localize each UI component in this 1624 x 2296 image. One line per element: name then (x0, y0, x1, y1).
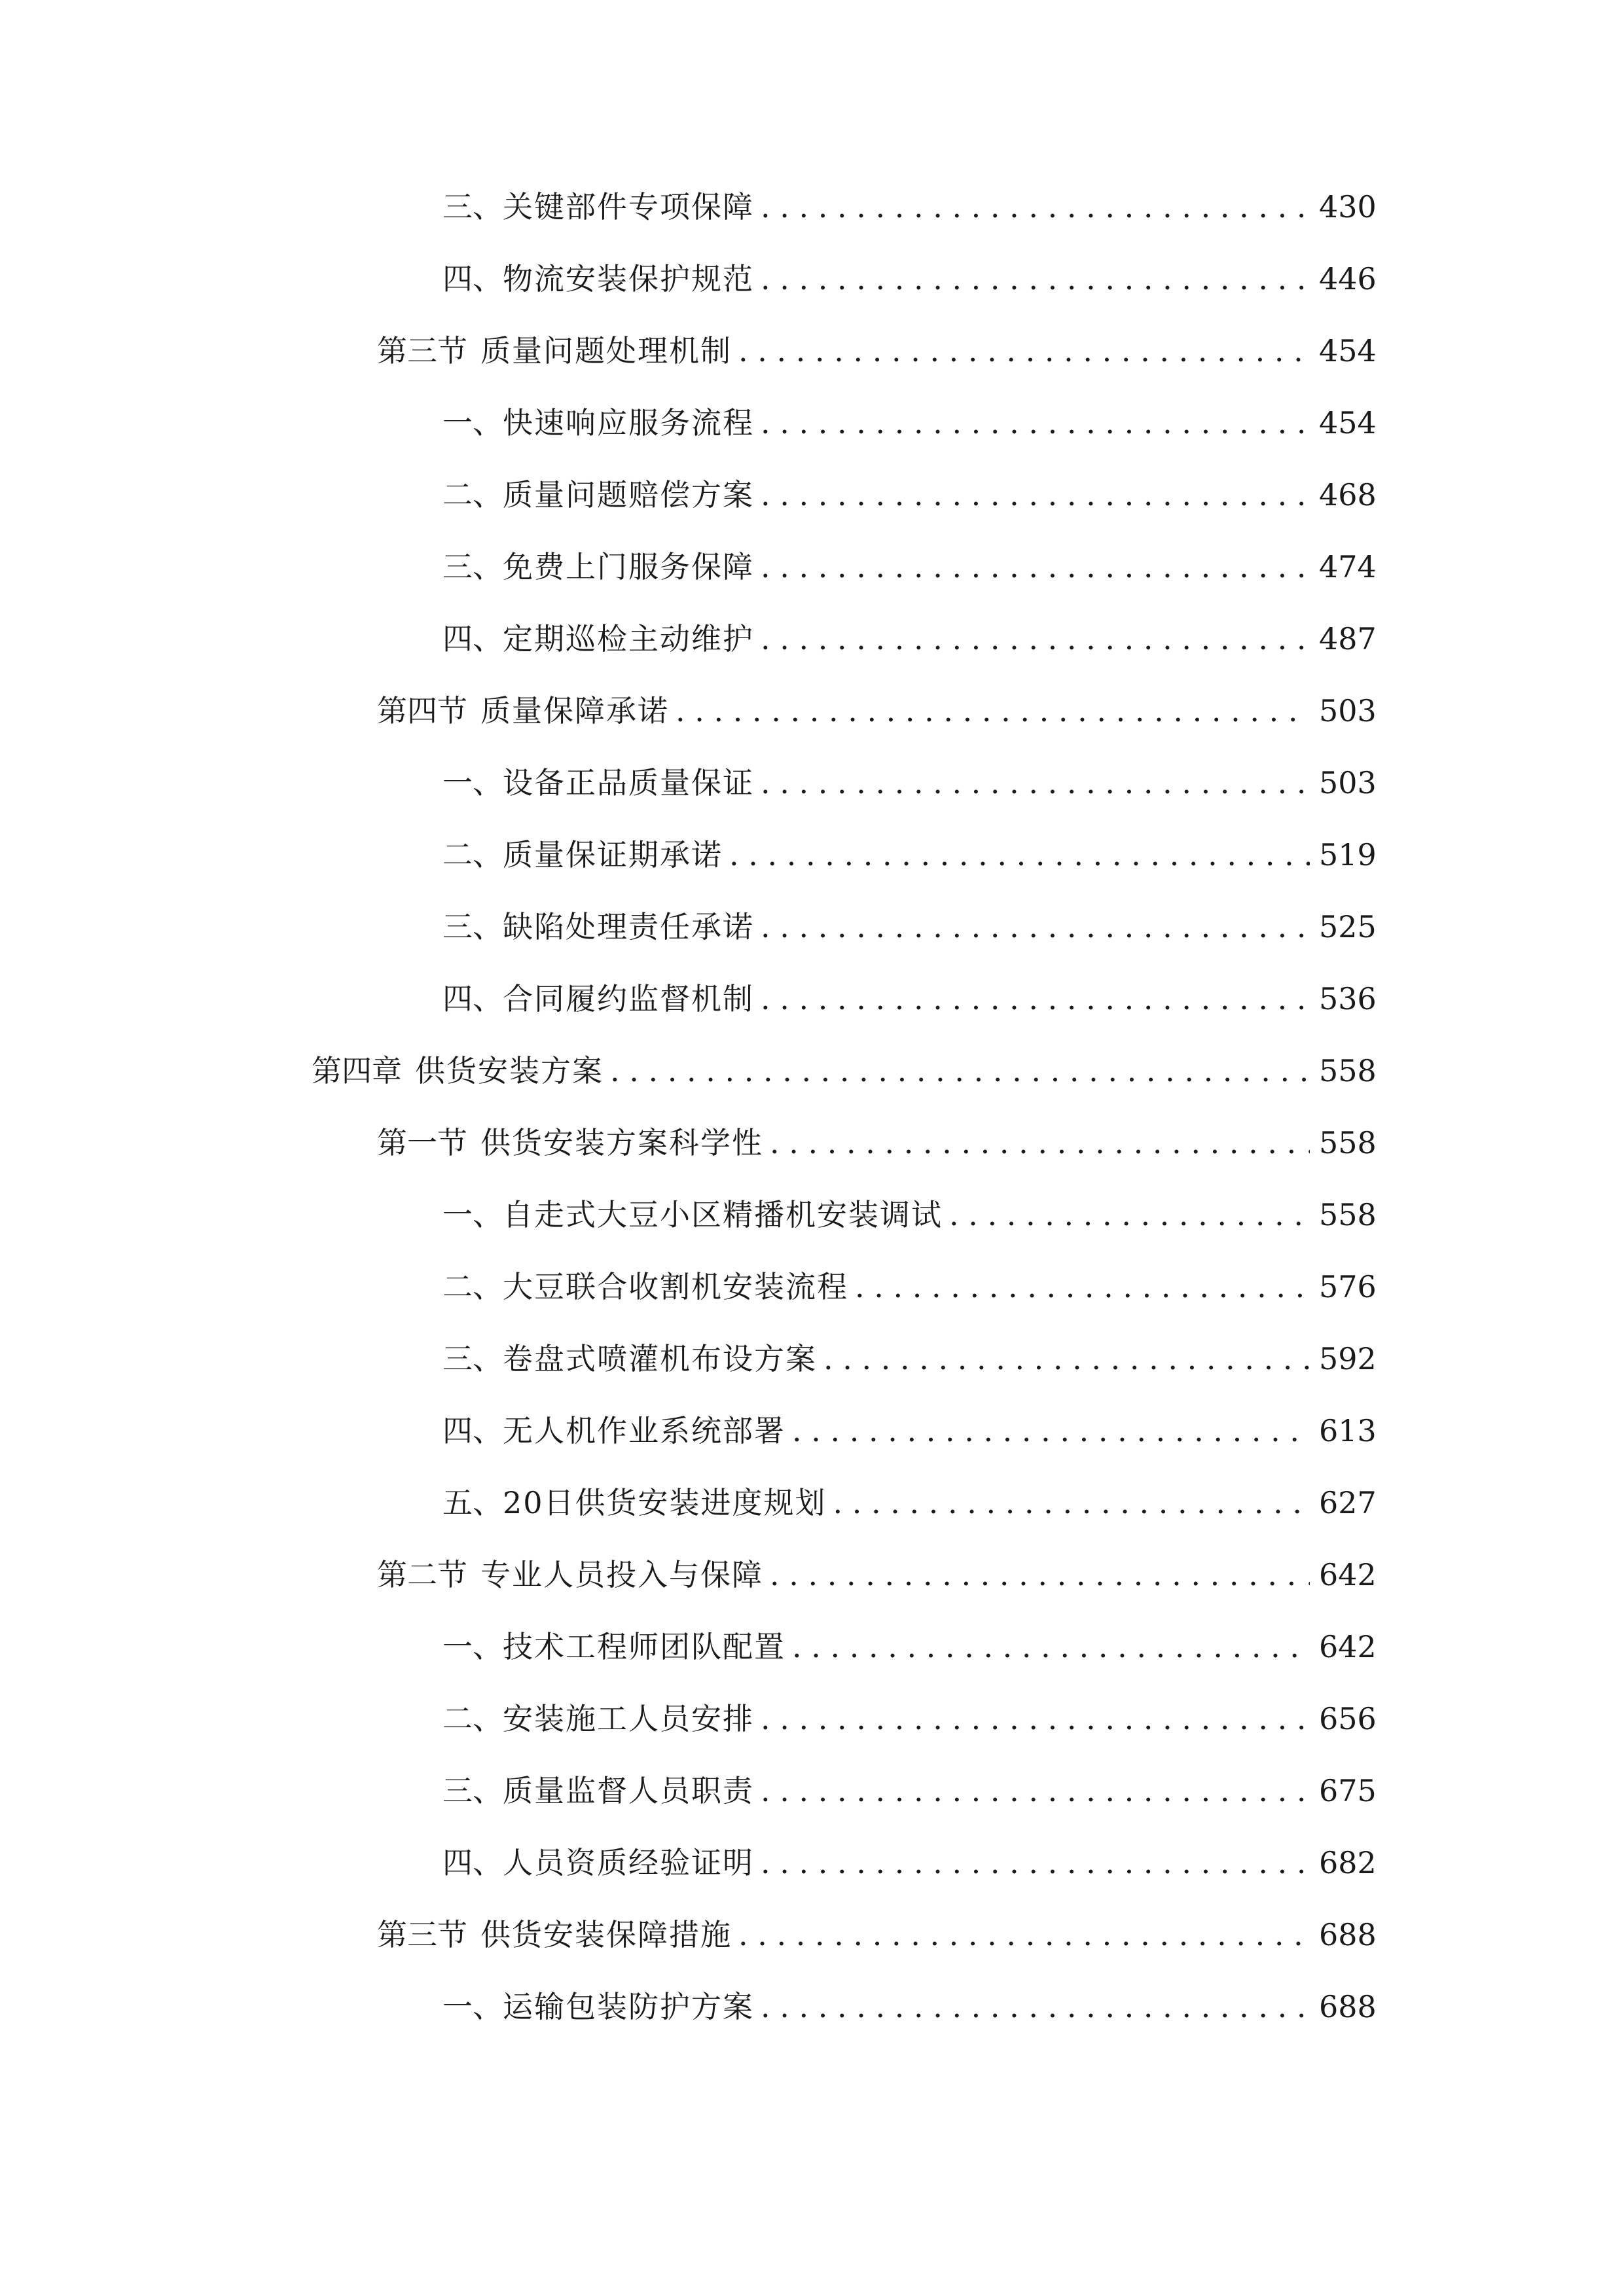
toc-entry[interactable] (442, 403, 1377, 442)
toc-entry-page-number: 558 (1319, 1125, 1377, 1160)
toc-entry-marker: 四、 (442, 1845, 503, 1880)
toc-entry-title: 供货安装保障措施 (480, 1917, 732, 1952)
toc-entry[interactable] (442, 979, 1377, 1018)
toc-entry[interactable] (442, 1411, 1377, 1450)
toc-leader-dots (761, 763, 1310, 802)
toc-entry-title: 定期巡检主动维护 (503, 621, 754, 656)
toc-leader-dots (770, 1555, 1310, 1594)
toc-entry-marker: 二、 (442, 1269, 503, 1304)
toc-entry-marker: 一、 (442, 765, 503, 800)
toc-entry-page-number: 536 (1319, 981, 1377, 1016)
toc-entry-title: 合同履约监督机制 (503, 981, 754, 1016)
toc-entry[interactable] (442, 1699, 1377, 1738)
toc-entry-marker: 四、 (442, 261, 503, 296)
toc-entry-marker: 四、 (442, 1413, 503, 1448)
toc-leader-dots (761, 259, 1310, 298)
toc-entry-page-number: 642 (1319, 1629, 1377, 1664)
toc-entry-page-number: 592 (1319, 1341, 1377, 1376)
toc-entry[interactable] (442, 1195, 1377, 1234)
toc-leader-dots (761, 1699, 1310, 1738)
toc-entry-title: 卷盘式喷灌机布设方案 (503, 1341, 817, 1376)
toc-entry-marker: 三、 (442, 549, 503, 584)
toc-entry[interactable] (312, 1051, 1377, 1090)
toc-entry-page-number: 675 (1319, 1773, 1377, 1808)
toc-entry-title: 关键部件专项保障 (503, 189, 754, 224)
toc-entry-title: 安装施工人员安排 (503, 1701, 754, 1736)
toc-entry-page-number: 525 (1319, 909, 1377, 944)
toc-entry-marker: 三、 (442, 909, 503, 944)
toc-entry-page-number: 474 (1319, 549, 1377, 584)
toc-entry-title: 快速响应服务流程 (503, 405, 754, 440)
toc-entry-page-number: 558 (1319, 1053, 1377, 1088)
toc-entry-title: 质量保证期承诺 (503, 837, 723, 872)
toc-entry-page-number: 688 (1319, 1917, 1377, 1952)
toc-entry-page-number: 642 (1319, 1557, 1377, 1592)
toc-entry-marker: 第三节 (377, 333, 467, 368)
toc-leader-dots (761, 907, 1310, 946)
toc-leader-dots (761, 619, 1310, 658)
toc-entry-title: 技术工程师团队配置 (503, 1629, 785, 1664)
toc-entry-title: 自走式大豆小区精播机安装调试 (503, 1197, 943, 1232)
toc-entry-title: 大豆联合收割机安装流程 (503, 1269, 848, 1304)
toc-entry[interactable] (442, 1627, 1377, 1666)
toc-leader-dots (761, 1843, 1310, 1882)
toc-entry[interactable] (442, 1339, 1377, 1378)
toc-entry[interactable] (442, 1771, 1377, 1810)
toc-entry[interactable] (377, 1123, 1377, 1162)
toc-entry-title: 无人机作业系统部署 (503, 1413, 785, 1448)
toc-leader-dots (761, 187, 1310, 226)
toc-entry-title: 专业人员投入与保障 (480, 1557, 763, 1592)
toc-leader-dots (761, 403, 1310, 442)
toc-entry-marker: 一、 (442, 1989, 503, 2024)
toc-leader-dots (855, 1267, 1310, 1306)
toc-entry[interactable] (442, 1483, 1377, 1522)
toc-entry[interactable] (377, 1555, 1377, 1594)
toc-entry[interactable] (442, 835, 1377, 874)
toc-entry-title: 供货安装方案科学性 (480, 1125, 763, 1160)
toc-entry-page-number: 468 (1319, 477, 1377, 512)
toc-entry-page-number: 454 (1319, 405, 1377, 440)
toc-entry-marker: 三、 (442, 1773, 503, 1808)
toc-entry-page-number: 627 (1319, 1485, 1377, 1520)
toc-entry-marker: 一、 (442, 405, 503, 440)
toc-entry-marker: 三、 (442, 189, 503, 224)
toc-leader-dots (761, 1771, 1310, 1810)
toc-entry[interactable] (442, 1843, 1377, 1882)
toc-leader-dots (792, 1627, 1310, 1666)
toc-leader-dots (833, 1483, 1310, 1522)
toc-leader-dots (761, 1987, 1310, 2026)
toc-entry-marker: 三、 (442, 1341, 503, 1376)
toc-entry[interactable] (442, 619, 1377, 658)
toc-leader-dots (729, 835, 1310, 874)
toc-entry-title: 人员资质经验证明 (503, 1845, 754, 1880)
toc-entry-title: 物流安装保护规范 (503, 261, 754, 296)
toc-entry-title: 质量保障承诺 (480, 693, 669, 728)
toc-leader-dots (738, 1915, 1310, 1954)
toc-leader-dots (792, 1411, 1310, 1450)
toc-entry-marker: 一、 (442, 1197, 503, 1232)
toc-entry-marker: 第四节 (377, 693, 467, 728)
toc-entry-title: 质量问题赔偿方案 (503, 477, 754, 512)
toc-entry[interactable] (442, 259, 1377, 298)
toc-leader-dots (949, 1195, 1310, 1234)
toc-entry-title: 免费上门服务保障 (503, 549, 754, 584)
toc-entry-marker: 二、 (442, 1701, 503, 1736)
toc-entry[interactable] (442, 763, 1377, 802)
toc-entry[interactable] (377, 691, 1377, 730)
toc-entry[interactable] (442, 187, 1377, 226)
toc-entry-title: 20日供货安装进度规划 (503, 1485, 827, 1520)
toc-entry-marker: 五、 (442, 1485, 503, 1520)
toc-entry-page-number: 503 (1319, 693, 1377, 728)
toc-entry-page-number: 446 (1319, 261, 1377, 296)
toc-entry-marker: 第四章 (312, 1053, 402, 1088)
toc-leader-dots (676, 691, 1310, 730)
toc-entry-page-number: 487 (1319, 621, 1377, 656)
toc-leader-dots (761, 547, 1310, 586)
toc-entry-page-number: 503 (1319, 765, 1377, 800)
toc-entry-marker: 第三节 (377, 1917, 467, 1952)
toc-entry-title: 设备正品质量保证 (503, 765, 754, 800)
toc-entry[interactable] (442, 475, 1377, 514)
toc-entry-marker: 四、 (442, 621, 503, 656)
toc-entry-title: 供货安装方案 (415, 1053, 604, 1088)
toc-entry-page-number: 558 (1319, 1197, 1377, 1232)
toc-entry-marker: 一、 (442, 1629, 503, 1664)
toc-entry-marker: 第二节 (377, 1557, 467, 1592)
toc-entry-page-number: 682 (1319, 1845, 1377, 1880)
toc-entry-title: 质量问题处理机制 (480, 333, 732, 368)
toc-leader-dots (610, 1051, 1310, 1090)
toc-entry-page-number: 656 (1319, 1701, 1377, 1736)
toc-entry-marker: 四、 (442, 981, 503, 1016)
toc-entry[interactable] (442, 547, 1377, 586)
toc-entry[interactable] (442, 907, 1377, 946)
toc-entry-page-number: 454 (1319, 333, 1377, 368)
toc-entry-page-number: 576 (1319, 1269, 1377, 1304)
toc-entry-marker: 二、 (442, 837, 503, 872)
toc-entry-page-number: 519 (1319, 837, 1377, 872)
toc-entry-page-number: 688 (1319, 1989, 1377, 2024)
toc-entry[interactable] (442, 1267, 1377, 1306)
toc-entry-title: 运输包装防护方案 (503, 1989, 754, 2024)
toc-entry-title: 质量监督人员职责 (503, 1773, 754, 1808)
toc-entry-page-number: 613 (1319, 1413, 1377, 1448)
toc-leader-dots (738, 331, 1310, 370)
toc-entry[interactable] (377, 331, 1377, 370)
toc-entry-marker: 二、 (442, 477, 503, 512)
toc-entry-page-number: 430 (1319, 189, 1377, 224)
toc-entry[interactable] (377, 1915, 1377, 1954)
toc-leader-dots (761, 475, 1310, 514)
toc-entry[interactable] (442, 1987, 1377, 2026)
toc-entry-marker: 第一节 (377, 1125, 467, 1160)
toc-entry-title: 缺陷处理责任承诺 (503, 909, 754, 944)
toc-leader-dots (823, 1339, 1310, 1378)
toc-leader-dots (770, 1123, 1310, 1162)
toc-leader-dots (761, 979, 1310, 1018)
